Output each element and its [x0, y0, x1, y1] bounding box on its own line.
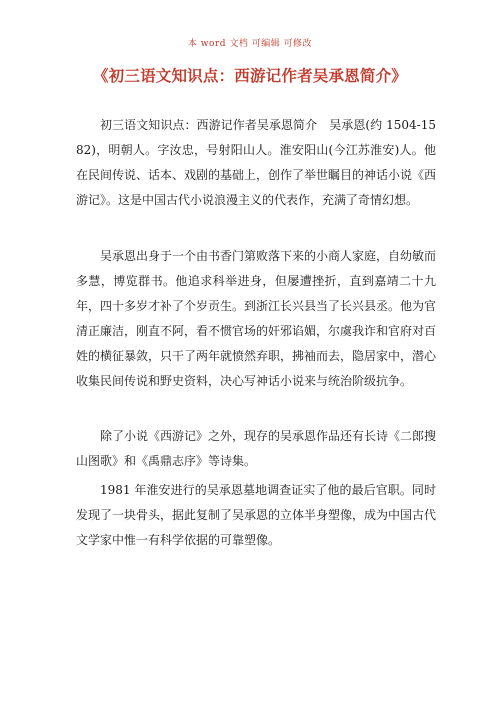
paragraph-works — [76, 424, 436, 474]
header-note: 本 word 文档 可编辑 可修改 — [187, 39, 313, 49]
document-title: 《初三语文知识点：西游记作者吴承恩简介》 — [92, 67, 407, 85]
paragraph-text: 初三语文知识点：西游记作者吴承恩简介 吴承恩(约 1504-1582)，明朝人。字汝忠，号射阳山人。淮安阳山(今江苏淮安)人。他在民间传说、话本、戏剧的基础上，创作了举世瞩目的神话小说《西游记》。这是中国古代小说浪漫主义的代表作，充满了奇情幻想。 — [76, 118, 437, 207]
paragraph-intro — [76, 113, 436, 213]
paragraph-biography — [76, 244, 436, 394]
paragraph-tomb-survey — [76, 478, 436, 553]
paragraph-text: 1981 年淮安进行的吴承恩墓地调查证实了他的最后官职。同时发现了一块骨头，据此复制了吴承恩的立体半身塑像，成为中国古代文学家中惟一有科学依据的可靠塑像。 — [76, 483, 437, 547]
paragraph-text: 吴承恩出身于一个由书香门第败落下来的小商人家庭，自幼敏而多慧，博览群书。他追求科举进身，但屡遭挫折，直到嘉靖二十九年，四十多岁才补了个岁贡生。到浙江长兴县当了长兴县丞。他为官清正廉洁，刚直不阿，看不惯官场的奸邪谄媚，尔虞我诈和官府对百姓的横征暴敛，只干了两年就愤然弃职，拂袖而去，隐居家中，潜心收集民间传说和野史资料，决心写神话小说来与统治阶级抗争。 — [76, 249, 437, 388]
paragraph-text: 除了小说《西游记》之外，现存的吴承恩作品还有长诗《二郎搜山图歌》和《禹鼎志序》等诗集。 — [76, 429, 437, 468]
